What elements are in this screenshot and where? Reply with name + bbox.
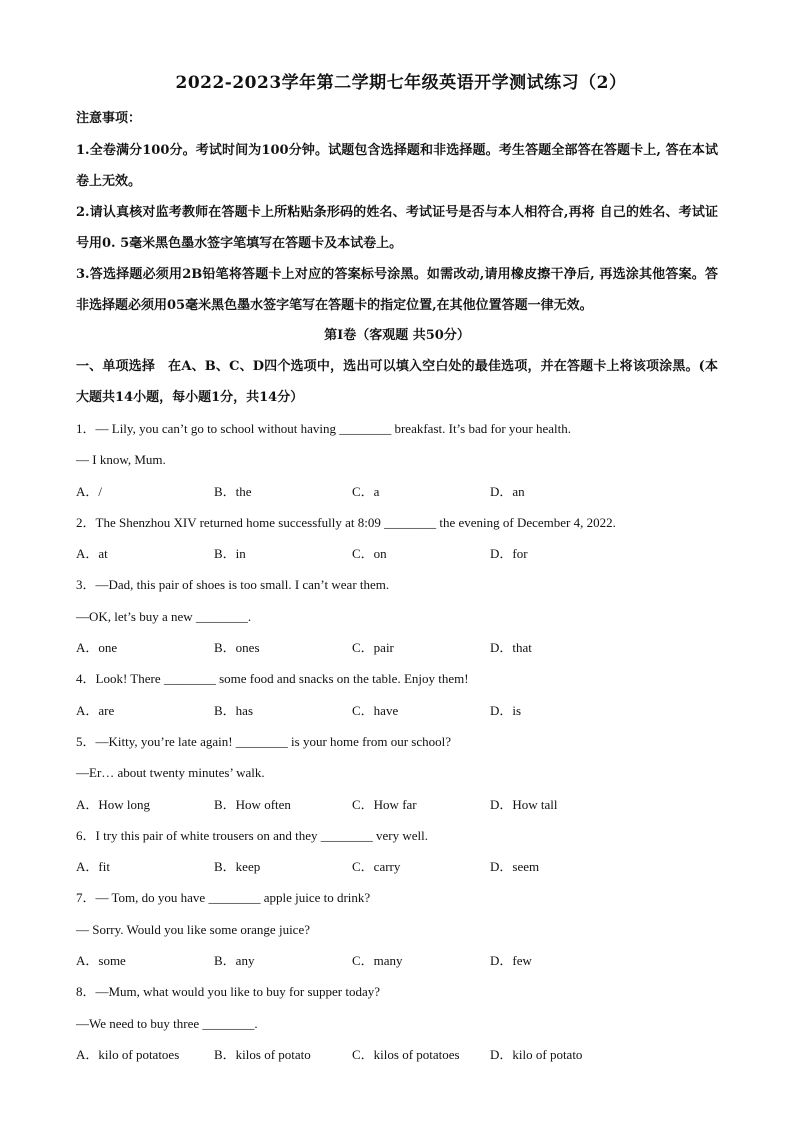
option-c: C．a <box>352 483 380 499</box>
question-7-stem: 7．— Tom, do you have ________ apple juice to drink? <box>76 890 371 906</box>
question-2 <box>76 507 718 570</box>
option-b: B．ones <box>214 640 260 656</box>
option-b: B．has <box>214 702 254 718</box>
option-c: C．kilos of potatoes <box>352 1046 460 1062</box>
option-d: D．few <box>490 953 532 969</box>
question-7 <box>76 882 718 976</box>
option-c: C．carry <box>352 859 401 875</box>
option-b: B．kilos of potato <box>214 1046 311 1062</box>
option-d: D．that <box>490 640 532 656</box>
section-title: 第I卷（客观题 共50分） <box>324 328 470 343</box>
question-5-options <box>76 789 718 820</box>
question-1 <box>76 413 718 507</box>
question-5 <box>76 726 718 820</box>
option-a: A．are <box>76 702 115 718</box>
option-a: A．kilo of potatoes <box>76 1046 180 1062</box>
question-3-reply: —OK, let’s buy a new ________. <box>76 608 252 624</box>
exam-page <box>76 68 718 1070</box>
question-3-stem: 3．—Dad, this pair of shoes is too small. I can’t wear them. <box>76 577 390 593</box>
option-b: B．any <box>214 953 255 969</box>
question-6-stem: 6．I try this pair of white trousers on and they ________ very well. <box>76 827 429 843</box>
question-3 <box>76 569 718 663</box>
option-a: A．some <box>76 953 126 969</box>
question-8-reply: —We need to buy three ________. <box>76 1015 258 1031</box>
option-c: C．many <box>352 953 403 969</box>
option-a: A．fit <box>76 859 110 875</box>
option-c: C．have <box>352 702 399 718</box>
option-a: A．one <box>76 640 118 656</box>
option-d: D．How tall <box>490 796 558 812</box>
option-d: D．kilo of potato <box>490 1046 583 1062</box>
option-b: B．in <box>214 546 246 562</box>
question-4 <box>76 663 718 726</box>
notice-item-3: 3.答选择题必须用2B铅笔将答题卡上对应的答案标号涂黑。如需改动,请用橡皮擦干净后, 再选涂其他答案。答非选择题必须用05毫米黑色墨水签字笔写在答题卡的指定位置,在其他位置答题一律无效。 <box>76 267 718 313</box>
question-5-reply: —Er… about twenty minutes’ walk. <box>76 765 265 781</box>
option-a: A．How long <box>76 796 151 812</box>
question-8-stem: 8．—Mum, what would you like to buy for supper today? <box>76 984 381 1000</box>
question-8 <box>76 976 718 1070</box>
question-5-stem: 5．—Kitty, you’re late again! ________ is your home from our school? <box>76 733 451 749</box>
exam-title: 2022-2023学年第二学期七年级英语开学测试练习（2） <box>175 73 627 93</box>
question-8-options <box>76 1039 718 1070</box>
notice-item-1: 1.全卷满分100分。考试时间为100分钟。试题包含选择题和非选择题。考生答题全部答在答题卡上, 答在本试卷上无效。 <box>76 143 718 189</box>
option-c: C．on <box>352 546 387 562</box>
option-c: C．How far <box>352 796 417 812</box>
question-2-options <box>76 538 718 569</box>
option-d: D．seem <box>490 859 540 875</box>
question-7-reply: — Sorry. Would you like some orange juice? <box>76 921 310 937</box>
option-b: B．keep <box>214 859 261 875</box>
option-c: C．pair <box>352 640 394 656</box>
option-d: D．for <box>490 546 528 562</box>
section-instructions: 一、单项选择 在A、B、C、D四个选项中，选出可以填入空白处的最佳选项，并在答题卡上将该项涂黑。(本大题共14小题，每小题1分，共14分） <box>76 359 718 405</box>
question-2-stem: 2．The Shenzhou XIV returned home successfully at 8:09 ________ the evening of December 4, 2022. <box>76 514 616 530</box>
option-d: D．an <box>490 483 525 499</box>
option-b: B．the <box>214 483 252 499</box>
question-1-stem: 1．— Lily, you can’t go to school without having ________ breakfast. It’s bad for your health. <box>76 421 571 436</box>
option-d: D．is <box>490 702 522 718</box>
option-a: A．at <box>76 546 108 562</box>
question-6 <box>76 820 718 883</box>
question-4-options <box>76 695 718 726</box>
question-1-options <box>76 476 718 507</box>
question-4-stem: 4．Look! There ________ some food and snacks on the table. Enjoy them! <box>76 671 469 687</box>
option-b: B．How often <box>214 796 291 812</box>
question-6-options <box>76 851 718 882</box>
question-7-options <box>76 945 718 976</box>
question-3-options <box>76 632 718 663</box>
question-1-reply: — I know, Mum. <box>76 452 166 468</box>
notice-heading: 注意事项： <box>76 111 142 126</box>
option-a: A．/ <box>76 483 103 499</box>
notice-item-2: 2.请认真核对监考教师在答题卡上所粘贴条形码的姓名、考试证号是否与本人相符合,再将 自己的姓名、考试证号用0. 5毫米黑色墨水签字笔填写在答题卡及本试卷上。 <box>76 205 718 251</box>
